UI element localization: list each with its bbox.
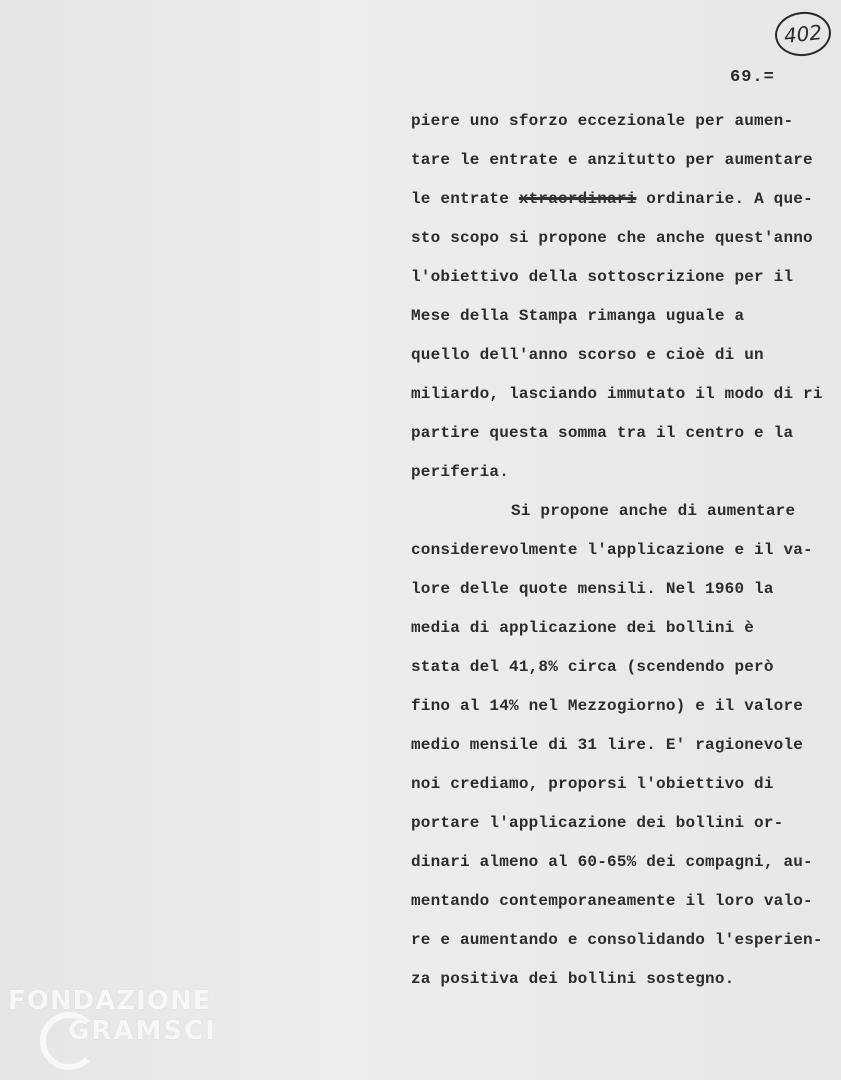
text-line: stata del 41,8% circa (scendendo però: [411, 658, 774, 676]
text-line: noi crediamo, proporsi l'obiettivo di: [411, 775, 774, 793]
watermark: [8, 988, 217, 1044]
text-line: l'obiettivo della sottoscrizione per il: [411, 268, 794, 286]
typewritten-text-block: [411, 110, 831, 1007]
watermark-line2: GRAMSCI: [68, 1016, 217, 1046]
text-fragment: ordinarie. A que-: [646, 190, 813, 208]
text-line: lore delle quote mensili. Nel 1960 la: [411, 580, 774, 598]
struck-out-word: xtraordinari: [518, 190, 637, 208]
paragraph-start-line: Si propone anche di aumentare: [511, 502, 796, 520]
text-line: dinari almeno al 60-65% dei compagni, au-: [411, 853, 813, 871]
text-line: partire questa somma tra il centro e la: [411, 424, 794, 442]
text-line: fino al 14% nel Mezzogiorno) e il valore: [411, 697, 804, 715]
text-line: re e aumentando e consolidando l'esperien-: [411, 931, 823, 949]
watermark-line1: FONDAZIONE: [8, 986, 212, 1016]
handwritten-page-number-text: 402: [782, 20, 824, 48]
text-line: miliardo, lasciando immutato il modo di ri: [411, 385, 823, 403]
handwritten-page-number: [773, 9, 833, 59]
text-line-with-strikethrough: [411, 188, 831, 227]
text-line: quello dell'anno scorso e cioè di un: [411, 346, 764, 364]
text-line: za positiva dei bollini sostegno.: [411, 970, 735, 988]
text-line: portare l'applicazione dei bollini or-: [411, 814, 784, 832]
text-fragment: le entrate: [411, 190, 510, 208]
text-line: mentando contemporaneamente il loro valo-: [411, 892, 813, 910]
text-line: sto scopo si propone che anche quest'anno: [411, 229, 813, 247]
text-line: medio mensile di 31 lire. E' ragionevole: [411, 736, 804, 754]
text-line: piere uno sforzo eccezionale per aumen-: [411, 112, 794, 130]
text-line: Mese della Stampa rimanga uguale a: [411, 307, 745, 325]
text-line: considerevolmente l'applicazione e il va-: [411, 541, 813, 559]
typed-page-number: 69.=: [730, 68, 775, 87]
text-line: periferia.: [411, 463, 510, 481]
text-line: tare le entrate e anzitutto per aumentare: [411, 151, 813, 169]
text-line: media di applicazione dei bollini è: [411, 619, 755, 637]
